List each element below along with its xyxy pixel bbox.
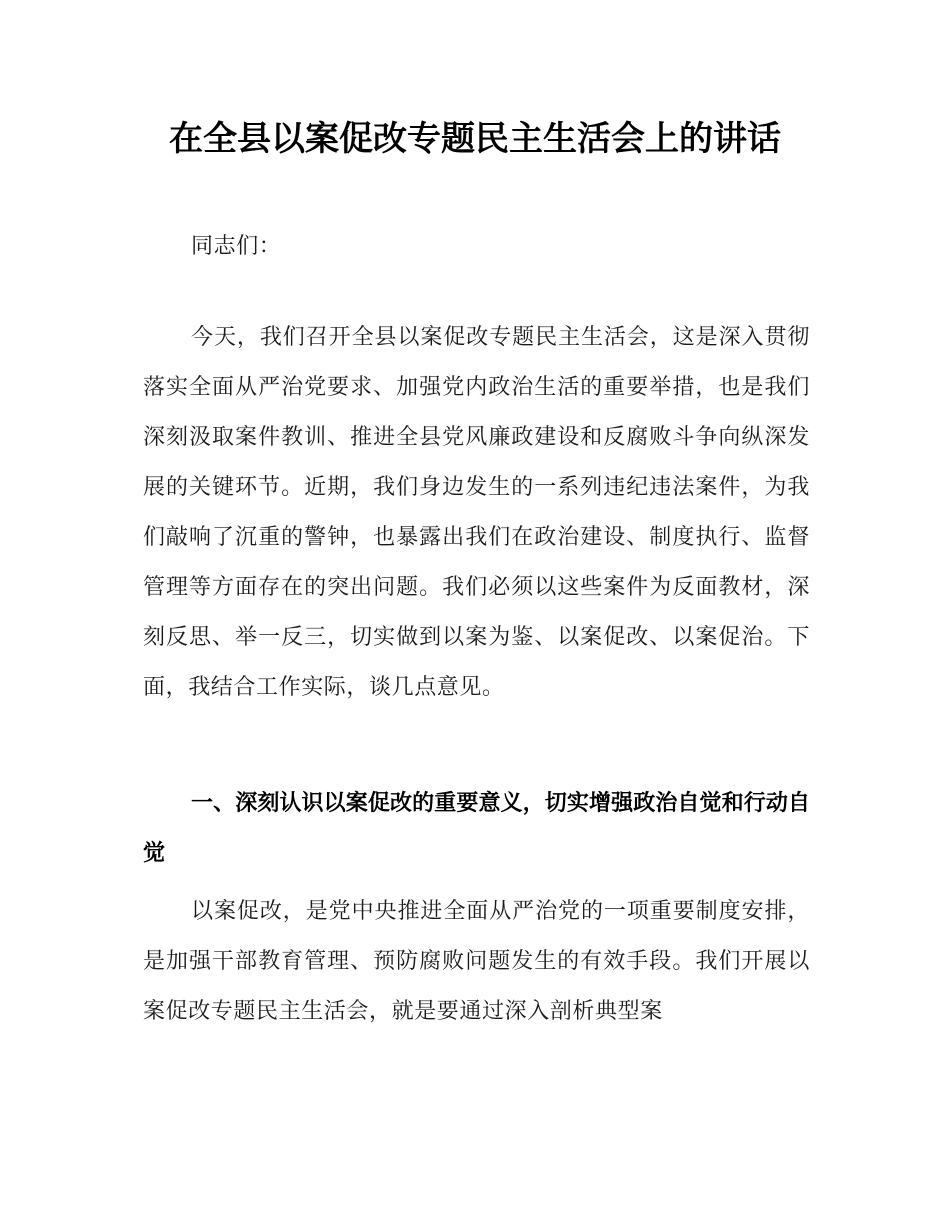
document-title: 在全县以案促改专题民主生活会上的讲话 [169,119,781,159]
salutation: 同志们： [191,234,282,259]
opening-paragraph: 今天，我们召开全县以案促改专题民主生活会，这是深入贯彻落实全面从严治党要求、加强党内政治生活的重要举措，也是我们深刻汲取案件教训、推进全县党风廉政建设和反腐败斗争向纵深发展的关键环节。近期，我们身边发生的一系列违纪违法案件，为我们敲响了沉重的警钟，也暴露出我们在政治建设、制度执行、监督管理等方面存在的突出问题。我们必须以这些案件为反面教材，深刻反思、举一反三，切实做到以案为鉴、以案促改、以案促治。下面，我结合工作实际，谈几点意见。 [143,325,810,700]
section-paragraph-1: 以案促改，是党中央推进全面从严治党的一项重要制度安排，是加强干部教育管理、预防腐败问题发生的有效手段。我们开展以案促改专题民主生活会，就是要通过深入剖析典型案 [143,899,810,1024]
section-heading-1: 一、深刻认识以案促改的重要意义，切实增强政治自觉和行动自觉 [143,791,810,866]
